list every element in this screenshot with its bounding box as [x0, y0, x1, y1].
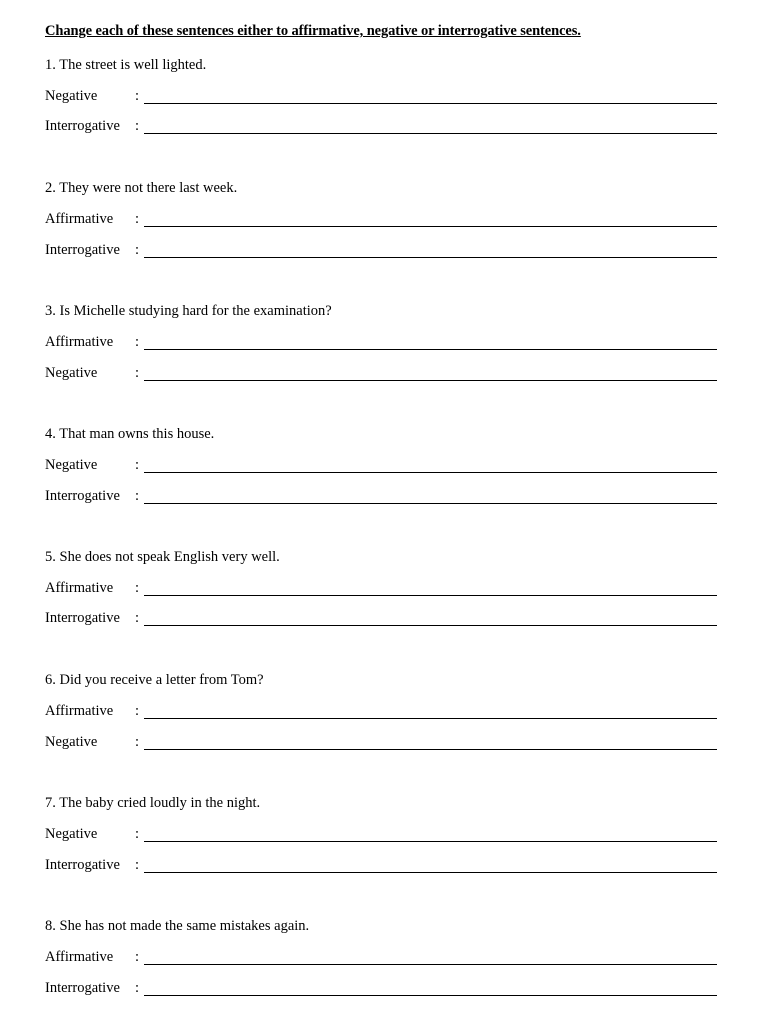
answer-colon: : — [135, 580, 140, 596]
answer-row-negative — [45, 88, 717, 108]
answer-label: Interrogative — [45, 980, 120, 996]
answer-row-affirmative — [45, 334, 717, 354]
answer-label: Affirmative — [45, 949, 114, 965]
answer-row-negative — [45, 365, 717, 385]
answer-row-affirmative — [45, 703, 717, 723]
question-5 — [45, 549, 717, 649]
answer-colon: : — [135, 826, 140, 842]
answer-row-interrogative — [45, 980, 717, 1000]
answer-blank-line[interactable] — [144, 503, 717, 504]
answer-blank-line[interactable] — [144, 257, 717, 258]
answer-row-interrogative — [45, 242, 717, 262]
answer-label: Interrogative — [45, 857, 120, 873]
answer-colon: : — [135, 734, 140, 750]
question-6 — [45, 672, 717, 772]
answer-colon: : — [135, 980, 140, 996]
answer-colon: : — [135, 857, 140, 873]
question-2 — [45, 180, 717, 280]
answer-colon: : — [135, 365, 140, 381]
question-text: 2. They were not there last week. — [45, 180, 238, 196]
answer-row-affirmative — [45, 580, 717, 600]
question-4 — [45, 426, 717, 526]
answer-blank-line[interactable] — [144, 133, 717, 134]
answer-label: Negative — [45, 88, 98, 104]
answer-colon: : — [135, 88, 140, 104]
question-text: 3. Is Michelle studying hard for the examination? — [45, 303, 332, 319]
answer-blank-line[interactable] — [144, 841, 717, 842]
question-text: 8. She has not made the same mistakes again. — [45, 918, 310, 934]
answer-blank-line[interactable] — [144, 625, 717, 626]
question-8 — [45, 918, 717, 1018]
answer-colon: : — [135, 211, 140, 227]
worksheet-instruction: Change each of these sentences either to affirmative, negative or interrogative sentences. — [45, 23, 581, 39]
answer-blank-line[interactable] — [144, 103, 717, 104]
question-text: 6. Did you receive a letter from Tom? — [45, 672, 264, 688]
answer-label: Affirmative — [45, 703, 114, 719]
answer-row-affirmative — [45, 211, 717, 231]
answer-label: Interrogative — [45, 488, 120, 504]
question-7 — [45, 795, 717, 895]
answer-colon: : — [135, 610, 140, 626]
answer-label: Interrogative — [45, 118, 120, 134]
answer-row-negative — [45, 826, 717, 846]
question-1 — [45, 57, 717, 157]
answer-colon: : — [135, 703, 140, 719]
answer-blank-line[interactable] — [144, 995, 717, 996]
answer-row-negative — [45, 457, 717, 477]
answer-row-interrogative — [45, 857, 717, 877]
answer-label: Affirmative — [45, 580, 114, 596]
question-text: 7. The baby cried loudly in the night. — [45, 795, 261, 811]
answer-row-interrogative — [45, 610, 717, 630]
answer-label: Interrogative — [45, 242, 120, 258]
answer-colon: : — [135, 118, 140, 134]
answer-row-interrogative — [45, 488, 717, 508]
answer-row-negative — [45, 734, 717, 754]
answer-blank-line[interactable] — [144, 380, 717, 381]
answer-colon: : — [135, 488, 140, 504]
question-text: 1. The street is well lighted. — [45, 57, 207, 73]
answer-blank-line[interactable] — [144, 349, 717, 350]
answer-label: Negative — [45, 365, 98, 381]
answer-blank-line[interactable] — [144, 718, 717, 719]
question-text: 4. That man owns this house. — [45, 426, 215, 442]
answer-row-interrogative — [45, 118, 717, 138]
answer-blank-line[interactable] — [144, 472, 717, 473]
answer-label: Affirmative — [45, 211, 114, 227]
answer-colon: : — [135, 334, 140, 350]
question-text: 5. She does not speak English very well. — [45, 549, 280, 565]
answer-blank-line[interactable] — [144, 595, 717, 596]
question-3 — [45, 303, 717, 403]
answer-blank-line[interactable] — [144, 872, 717, 873]
answer-colon: : — [135, 457, 140, 473]
answer-label: Negative — [45, 734, 98, 750]
answer-label: Interrogative — [45, 610, 120, 626]
answer-row-affirmative — [45, 949, 717, 969]
answer-colon: : — [135, 242, 140, 258]
answer-blank-line[interactable] — [144, 749, 717, 750]
answer-blank-line[interactable] — [144, 226, 717, 227]
answer-colon: : — [135, 949, 140, 965]
answer-label: Affirmative — [45, 334, 114, 350]
answer-label: Negative — [45, 826, 98, 842]
answer-blank-line[interactable] — [144, 964, 717, 965]
answer-label: Negative — [45, 457, 98, 473]
